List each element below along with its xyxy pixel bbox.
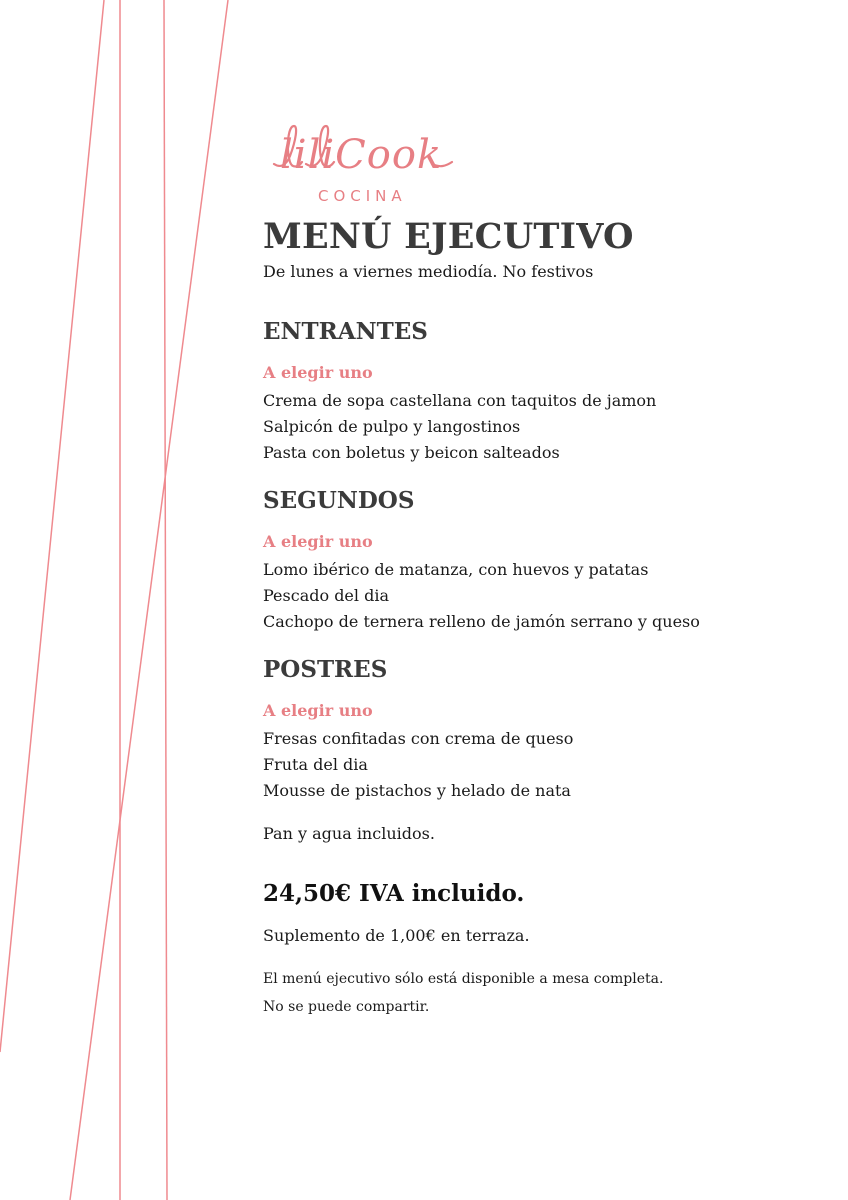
section-title: POSTRES bbox=[263, 656, 388, 683]
dish-item: Fresas confitadas con crema de queso bbox=[263, 729, 574, 748]
logo-script-text: liliCook bbox=[280, 132, 443, 178]
choose-label: A elegir uno bbox=[263, 532, 373, 551]
logo-graphic bbox=[268, 118, 458, 208]
terrace-supplement: Suplemento de 1,00€ en terraza. bbox=[263, 926, 530, 945]
footnote: No se puede compartir. bbox=[263, 999, 430, 1015]
dish-list bbox=[263, 557, 823, 635]
section-entrantes bbox=[263, 318, 823, 466]
dish-list bbox=[263, 388, 823, 466]
included-note: Pan y agua incluidos. bbox=[263, 824, 435, 843]
section-segundos bbox=[263, 487, 823, 635]
dish-item: Crema de sopa castellana con taquitos de jamon bbox=[263, 391, 657, 410]
dish-item: Pescado del dia bbox=[263, 586, 389, 605]
section-title: SEGUNDOS bbox=[263, 487, 415, 514]
section-postres bbox=[263, 656, 823, 804]
menu-subtitle: De lunes a viernes mediodía. No festivos bbox=[263, 262, 594, 281]
deco-line-4 bbox=[70, 0, 228, 1200]
choose-label: A elegir uno bbox=[263, 701, 373, 720]
brand-logo bbox=[268, 118, 458, 208]
deco-line-1 bbox=[0, 0, 104, 1052]
dish-item: Lomo ibérico de matanza, con huevos y patatas bbox=[263, 560, 649, 579]
deco-line-3 bbox=[164, 0, 167, 1200]
section-title: ENTRANTES bbox=[263, 318, 428, 345]
dish-item: Cachopo de ternera relleno de jamón serrano y queso bbox=[263, 612, 700, 631]
dish-item: Pasta con boletus y beicon salteados bbox=[263, 443, 560, 462]
dish-item: Mousse de pistachos y helado de nata bbox=[263, 781, 571, 800]
footnote: El menú ejecutivo sólo está disponible a mesa completa. bbox=[263, 971, 664, 987]
dish-list bbox=[263, 726, 823, 804]
menu-title: MENÚ EJECUTIVO bbox=[263, 216, 634, 257]
dish-item: Fruta del dia bbox=[263, 755, 368, 774]
menu-price: 24,50€ IVA incluido. bbox=[263, 880, 525, 907]
choose-label: A elegir uno bbox=[263, 363, 373, 382]
logo-subtitle: COCINA bbox=[318, 187, 407, 205]
dish-item: Salpicón de pulpo y langostinos bbox=[263, 417, 521, 436]
